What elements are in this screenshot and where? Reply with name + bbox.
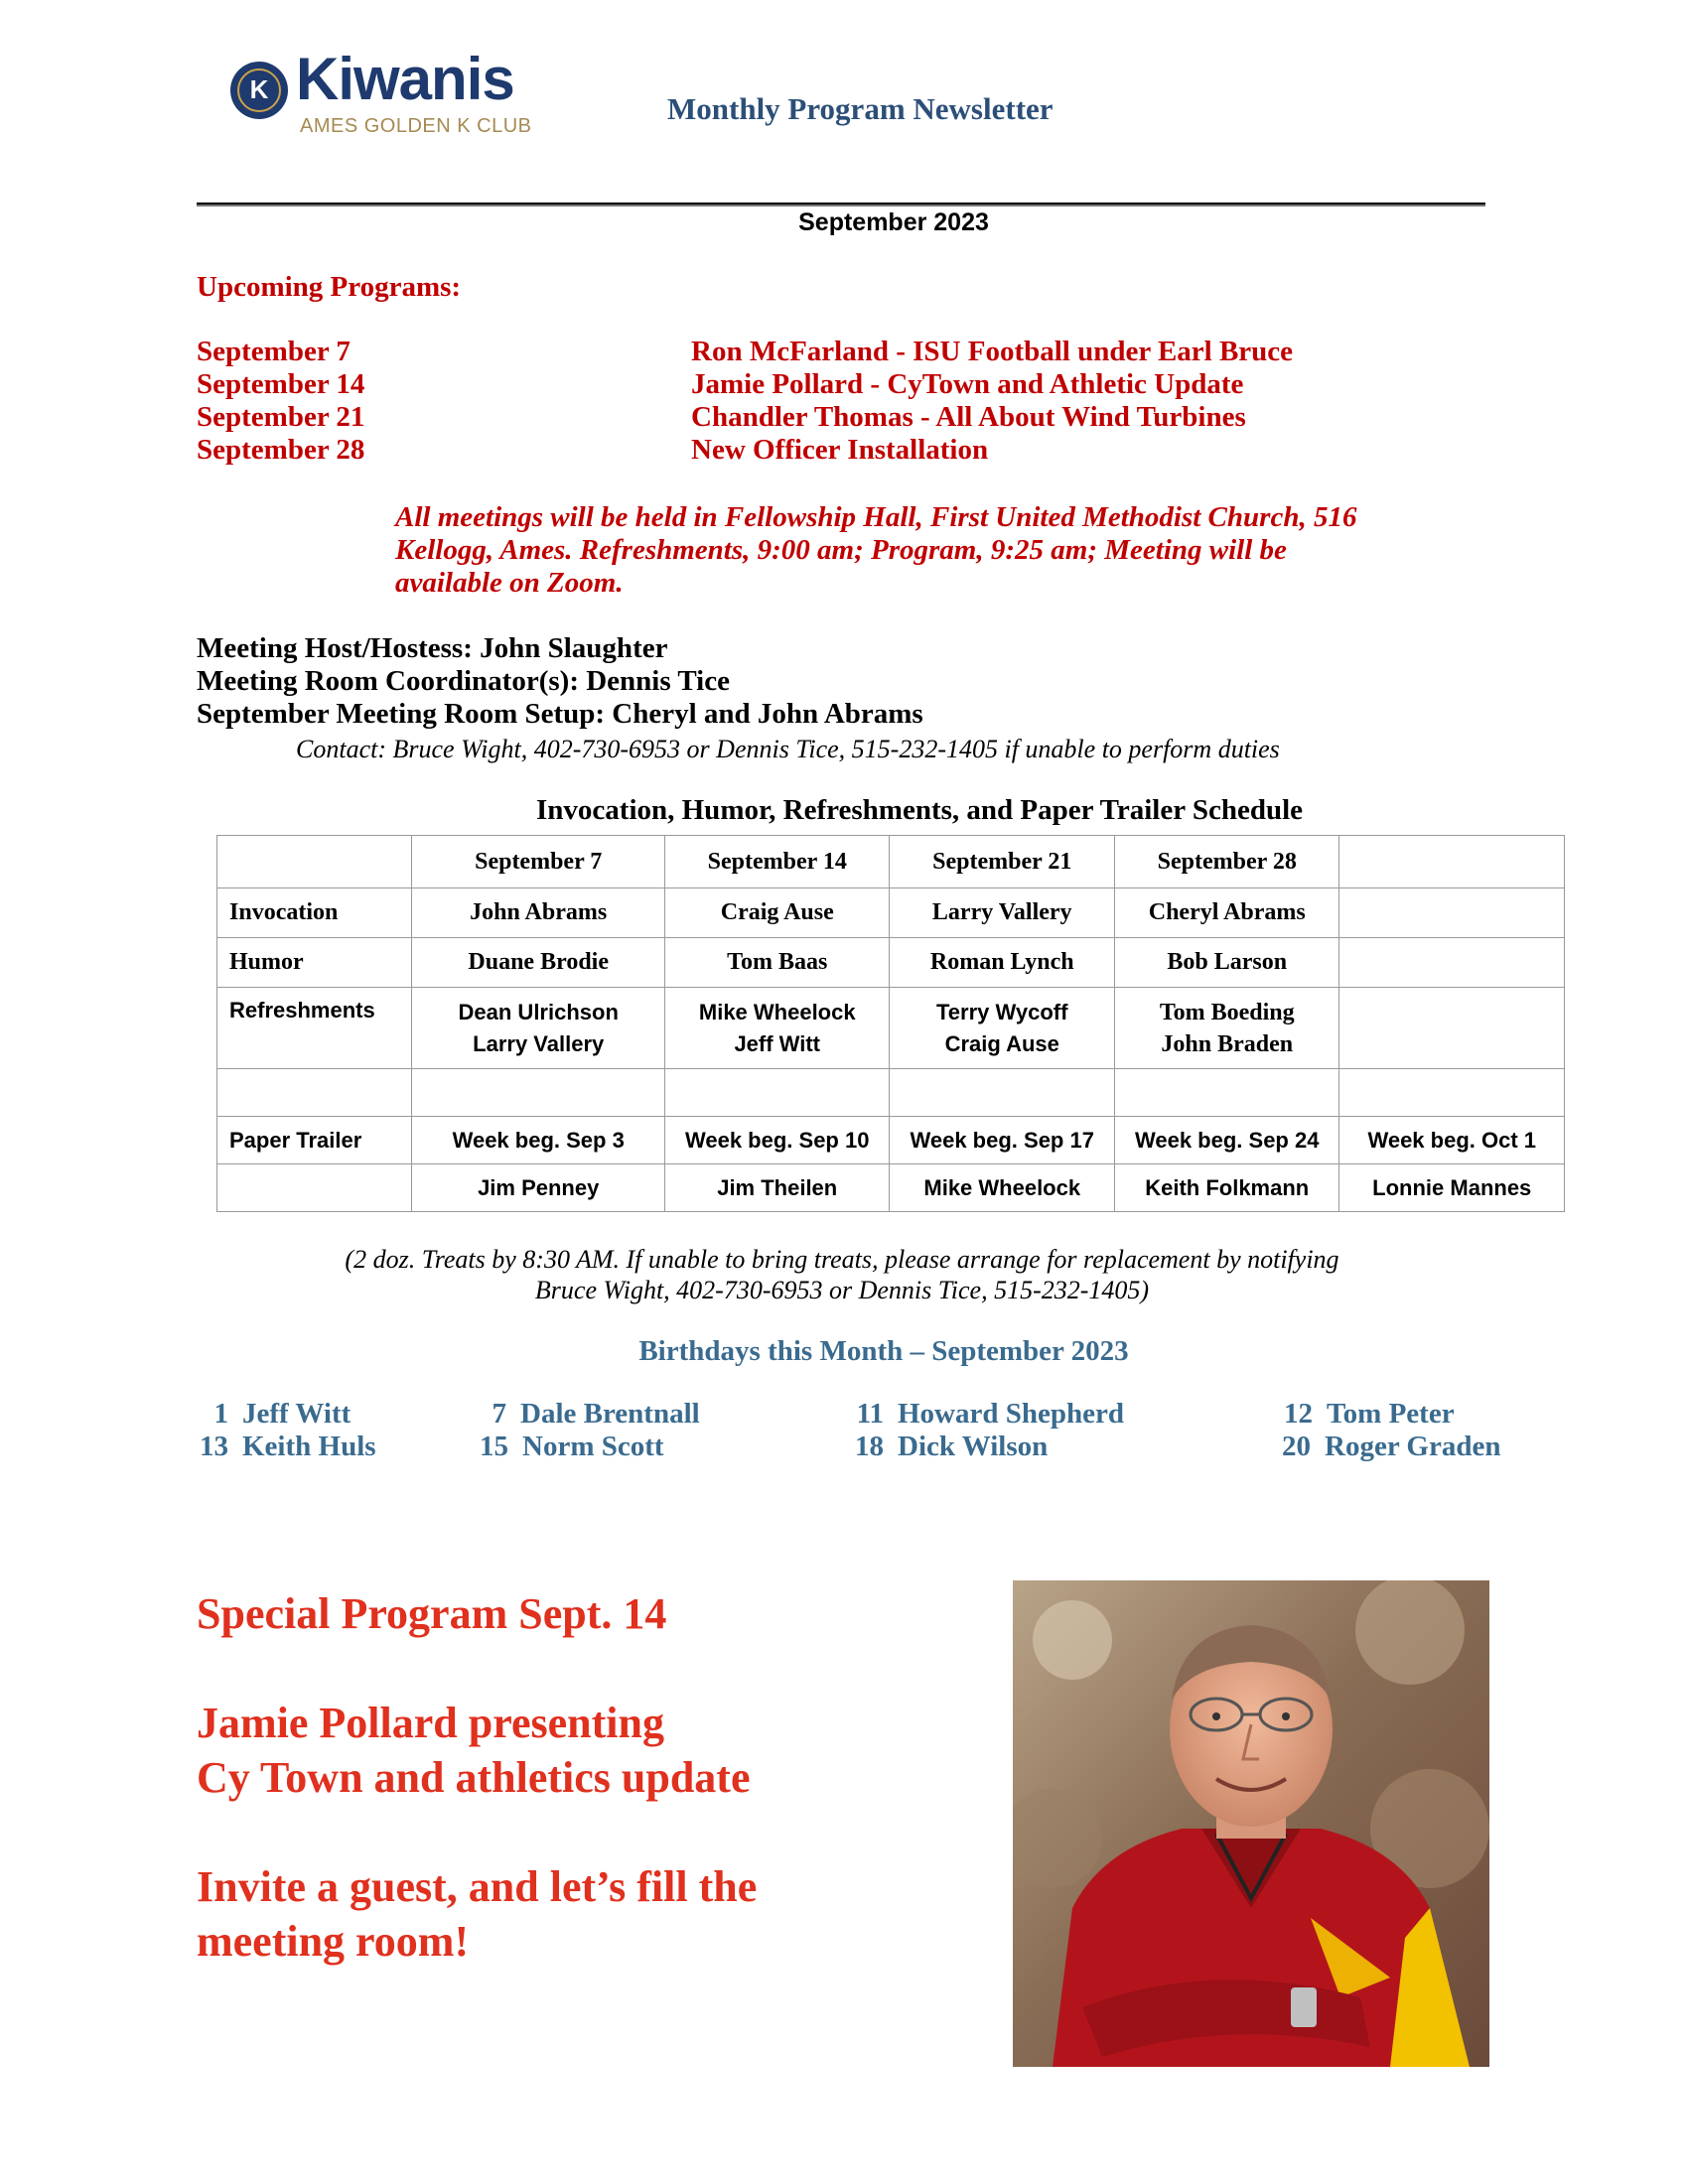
table-cell — [1339, 938, 1565, 988]
upcoming-programs-heading: Upcoming Programs: — [197, 271, 462, 303]
row-label-invocation: Invocation — [217, 888, 412, 938]
refreshments-name: Dean Ulrichson — [458, 999, 619, 1024]
table-cell — [1114, 988, 1339, 1069]
birthday-day: 15 — [480, 1431, 508, 1462]
table-header-date: September 14 — [664, 836, 890, 888]
newsletter-title: Monthly Program Newsletter — [667, 91, 1054, 126]
refreshments-name: Mike Wheelock — [698, 999, 856, 1024]
program-date: September 14 — [197, 368, 365, 400]
table-cell: John Abrams — [412, 888, 665, 938]
treats-note: (2 doz. Treats by 8:30 AM. If unable to bring treats, please arrange for replacement by notifying Bruce Wight, 402-730-6953 or Dennis Tice, 515-232-1405) — [345, 1245, 1339, 1304]
table-cell — [1114, 1069, 1339, 1117]
table-row — [217, 888, 1565, 938]
meeting-host: Meeting Host/Hostess: John Slaughter — [197, 632, 668, 664]
birthdays-heading: Birthdays this Month – September 2023 — [638, 1335, 1129, 1367]
table-cell: Week beg. Sep 24 — [1114, 1117, 1339, 1164]
program-row — [197, 434, 1388, 467]
birthday-name: Keith Huls — [242, 1431, 376, 1462]
birthday-name: Howard Shepherd — [898, 1398, 1125, 1430]
header-divider — [197, 203, 1485, 206]
birthday-name: Jeff Witt — [242, 1398, 352, 1430]
birthday-day: 12 — [1284, 1398, 1313, 1430]
refreshments-name: Jeff Witt — [734, 1030, 821, 1056]
table-cell — [412, 988, 665, 1069]
table-cell — [664, 988, 890, 1069]
program-title: New Officer Installation — [691, 434, 989, 466]
row-label-refreshments: Refreshments — [217, 988, 412, 1069]
birthday-item — [197, 1431, 376, 1463]
birthday-name: Dick Wilson — [898, 1431, 1049, 1462]
schedule-title: Invocation, Humor, Refreshments, and Paper Trailer Schedule — [536, 794, 1304, 826]
birthday-name: Dale Brentnall — [520, 1398, 700, 1430]
table-cell: Week beg. Sep 10 — [664, 1117, 890, 1164]
refreshments-name: Terry Wycoff — [936, 999, 1068, 1024]
birthday-item — [467, 1398, 700, 1431]
special-program-presenter: Jamie Pollard presenting — [197, 1699, 664, 1747]
table-header-date: September 28 — [1114, 836, 1339, 888]
birthday-day: 1 — [213, 1398, 228, 1430]
table-row — [217, 836, 1565, 888]
program-title: Chandler Thomas - All About Wind Turbines — [691, 401, 1246, 433]
birthday-day: 18 — [855, 1431, 884, 1462]
table-cell: Week beg. Sep 17 — [890, 1117, 1115, 1164]
program-date: September 7 — [197, 336, 351, 367]
table-cell: Larry Vallery — [890, 888, 1115, 938]
table-cell — [1339, 988, 1565, 1069]
refreshments-name: Craig Ause — [944, 1030, 1059, 1056]
table-cell: Jim Theilen — [664, 1164, 890, 1212]
table-cell: Week beg. Sep 3 — [412, 1117, 665, 1164]
meeting-venue-note: All meetings will be held in Fellowship Hall, First United Methodist Church, 516 Kellogg, Ames. Refreshments, 9:00 am; Program, 9:25 am; Meeting will be available on Zoom. — [395, 501, 1357, 599]
table-cell — [217, 1069, 412, 1117]
table-cell — [890, 1069, 1115, 1117]
birthday-day: 11 — [856, 1398, 884, 1430]
schedule-table — [216, 835, 1565, 1212]
logo-club-name: AMES GOLDEN K CLUB — [300, 115, 532, 137]
table-cell: Bob Larson — [1114, 938, 1339, 988]
birthday-item — [1279, 1431, 1500, 1463]
logo-wordmark: Kiwanis — [296, 46, 514, 112]
table-cell: Tom Baas — [664, 938, 890, 988]
table-row — [217, 1069, 1565, 1117]
table-cell: Keith Folkmann — [1114, 1164, 1339, 1212]
birthday-item — [852, 1398, 1124, 1431]
row-label-paper-trailer: Paper Trailer — [217, 1117, 412, 1164]
birthday-name: Tom Peter — [1327, 1398, 1455, 1430]
table-cell: Jim Penney — [412, 1164, 665, 1212]
table-cell: Duane Brodie — [412, 938, 665, 988]
table-cell — [217, 1164, 412, 1212]
birthday-name: Norm Scott — [522, 1431, 664, 1462]
table-cell — [217, 836, 412, 888]
refreshments-name: Larry Vallery — [473, 1030, 605, 1056]
kiwanis-logo — [230, 46, 533, 142]
table-cell: Mike Wheelock — [890, 1164, 1115, 1212]
special-program-topic: Cy Town and athletics update — [197, 1753, 751, 1802]
table-cell — [664, 1069, 890, 1117]
refreshments-name: Tom Boeding — [1159, 999, 1295, 1025]
birthday-day: 13 — [200, 1431, 228, 1462]
refreshments-name: John Braden — [1161, 1030, 1294, 1057]
table-cell — [1339, 888, 1565, 938]
contact-note: Contact: Bruce Wight, 402-730-6953 or Dennis Tice, 515-232-1405 if unable to perform duties — [296, 735, 1280, 763]
birthday-item — [477, 1431, 664, 1463]
program-date: September 28 — [197, 434, 365, 466]
table-row — [217, 1117, 1565, 1164]
kiwanis-emblem-icon: K — [230, 62, 288, 119]
birthday-day: 20 — [1282, 1431, 1311, 1462]
birthday-name: Roger Graden — [1325, 1431, 1501, 1462]
table-cell — [1339, 836, 1565, 888]
table-cell — [890, 988, 1115, 1069]
invite-guest-line-2: meeting room! — [197, 1917, 470, 1966]
program-title: Jamie Pollard - CyTown and Athletic Update — [691, 368, 1244, 400]
room-coordinator: Meeting Room Coordinator(s): Dennis Tice — [197, 665, 730, 697]
invite-guest-line: Invite a guest, and let’s fill the — [197, 1862, 758, 1911]
program-date: September 21 — [197, 401, 365, 433]
table-row — [217, 988, 1565, 1069]
table-cell: Cheryl Abrams — [1114, 888, 1339, 938]
table-cell: Week beg. Oct 1 — [1339, 1117, 1565, 1164]
program-title: Ron McFarland - ISU Football under Earl Bruce — [691, 336, 1294, 367]
table-cell: Lonnie Mannes — [1339, 1164, 1565, 1212]
birthday-item — [1281, 1398, 1455, 1431]
table-row — [217, 1164, 1565, 1212]
special-program-heading: Special Program Sept. 14 — [197, 1589, 667, 1638]
table-cell: Roman Lynch — [890, 938, 1115, 988]
presenter-photo — [1013, 1580, 1489, 2067]
birthday-item — [852, 1431, 1048, 1463]
room-setup: September Meeting Room Setup: Cheryl and John Abrams — [197, 698, 923, 730]
issue-date: September 2023 — [798, 208, 989, 236]
table-header-date: September 21 — [890, 836, 1115, 888]
program-row — [197, 336, 1388, 368]
table-cell — [412, 1069, 665, 1117]
table-cell — [1339, 1069, 1565, 1117]
birthday-day: 7 — [492, 1398, 506, 1430]
program-row — [197, 368, 1388, 401]
table-cell: Craig Ause — [664, 888, 890, 938]
row-label-humor: Humor — [217, 938, 412, 988]
table-header-date: September 7 — [412, 836, 665, 888]
program-row — [197, 401, 1388, 434]
table-row — [217, 938, 1565, 988]
birthday-item — [197, 1398, 351, 1431]
